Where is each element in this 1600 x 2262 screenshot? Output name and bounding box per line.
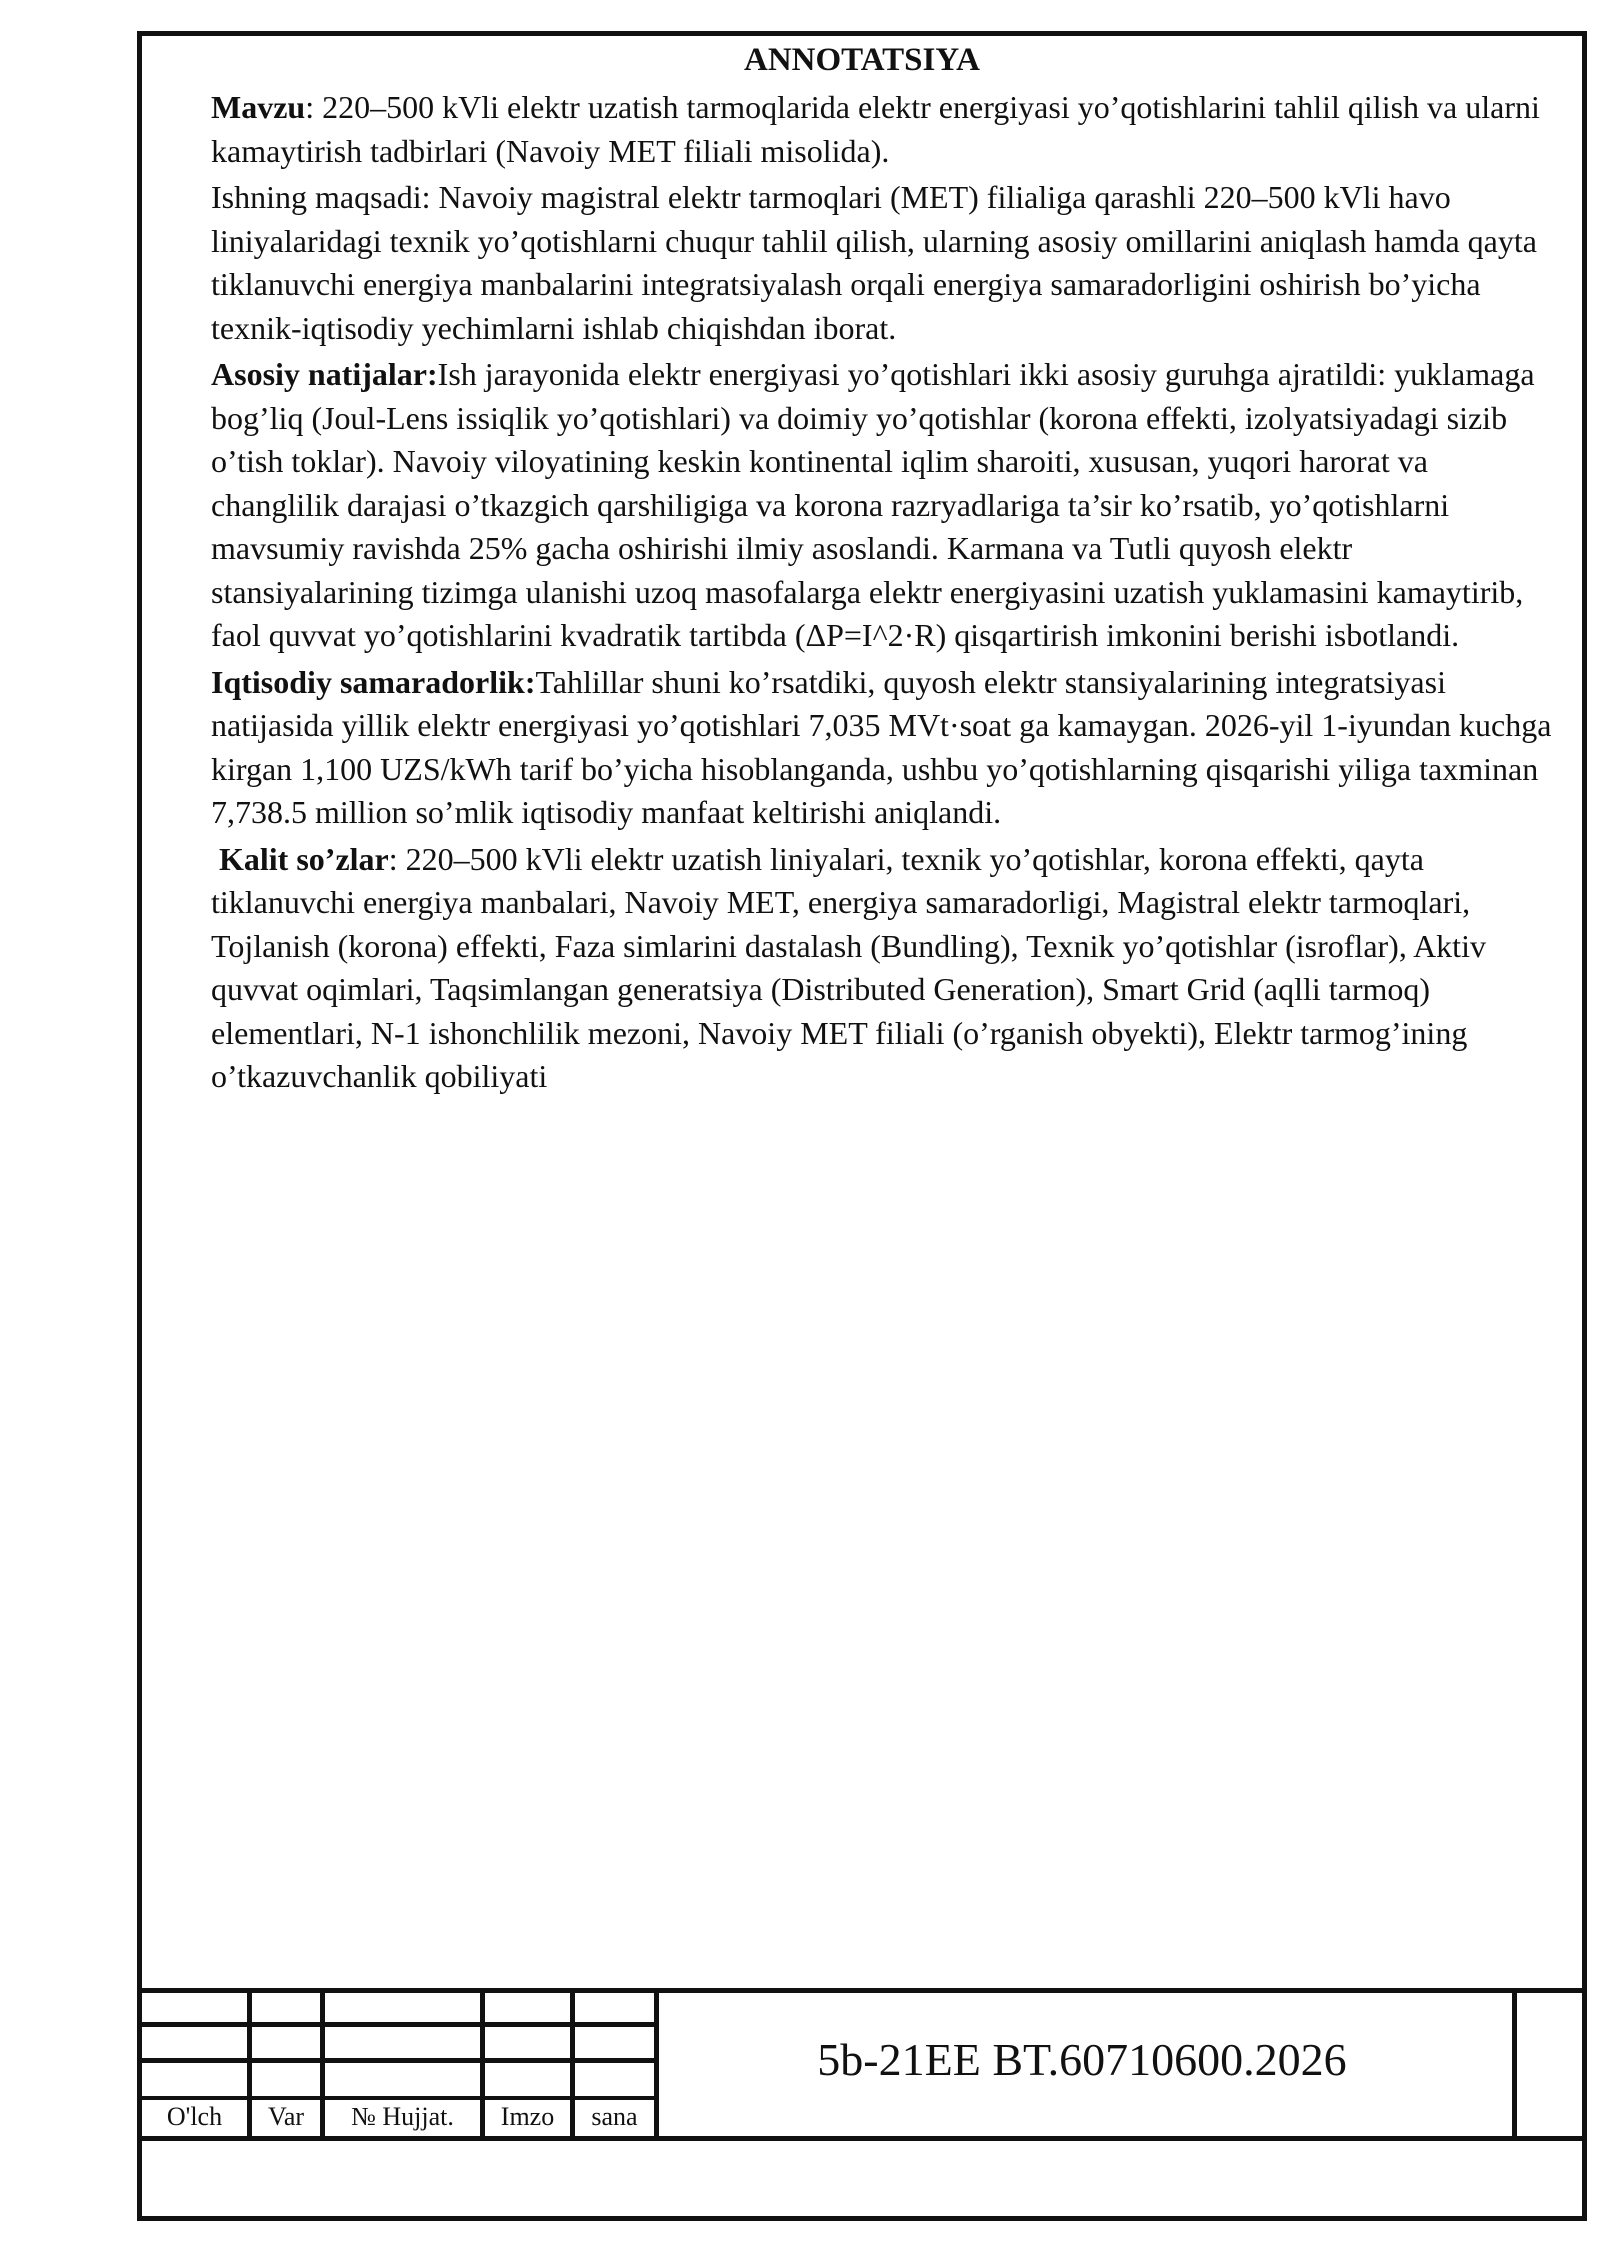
title-block-row-line [137, 2096, 657, 2100]
topic-paragraph [211, 86, 1561, 173]
title-block-row-line [137, 2058, 657, 2063]
keywords-paragraph [211, 838, 1561, 1099]
results-text: Ish jarayonida elektr energiyasi yo’qotishlari ikki asosiy guruhga ajratildi: yuklamaga bog’liq (Joul-Lens issiqlik yo’qotishlari) va doimiy yo’qotishlar (korona effekti, izolyatsiyadagi sizib o’tish toklar). Navoiy viloyatining keskin kontinental iqlim sharoiti, xususan, yuqori harorat va changlilik darajasi o’tkazgich qarshiligiga va korona razryadlariga ta’sir ko’rsatib, yo’qotishlarni mavsumiy ravishda 25% gacha oshirishi ilmiy asoslandi. Karmana va Tutli quyosh elektr stansiyalarining tizimga ulanishi uzoq masofalarga elektr energiyasini uzatish yuklamasini kamaytirib, faol quvvat yo’qotishlarini kvadratik tartibda (ΔP=I^2·R) qisqartirish imkonini berishi isbotlandi. [211, 356, 1535, 653]
document-code: 5b-21EE BT.60710600.2026 [817, 2034, 1347, 2085]
title-block-sheet-col [1512, 1988, 1517, 2141]
efficiency-text: Tahlillar shuni ko’rsatdiki, quyosh elektr stansiyalarining integratsiyasi natijasida yillik elektr energiyasi yo’qotishlari 7,035 MVt·soat ga kamaygan. 2026-yil 1-iyundan kuchga kirgan 1,100 UZS/kWh tarif bo’yicha hisoblanganda, ushbu yo’qotishlarning qisqarishi yiliga taxminan 7,738.5 million so’mlik iqtisodiy manfaat keltirishi aniqlandi. [211, 663, 1552, 830]
stamp-col-imzo: Imzo [500, 2102, 555, 2131]
efficiency-paragraph [211, 661, 1561, 835]
stamp-col-sana: sana [591, 2102, 638, 2131]
efficiency-label: Iqtisodiy samaradorlik: [211, 663, 536, 700]
title-block-bottom-line [137, 2136, 1587, 2141]
results-paragraph [211, 353, 1561, 658]
title-block-sheet-line [1515, 2136, 1587, 2138]
page-title: ANNOTATSIYA [744, 42, 980, 78]
goal-text: Ishning maqsadi: Navoiy magistral elektr tarmoqlari (MET) filialiga qarashli 220–500 kVli havo liniyalaridagi texnik yo’qotishlarni chuqur tahlil qilish, ularning asosiy omillarini aniqlash hamda qayta tiklanuvchi energiya manbalarini integratsiyalash orqali energiya samaradorligini oshirish bo’yicha texnik-iqtisodiy yechimlarni ishlab chiqishdan iborat. [211, 179, 1537, 346]
title-block-col-line [654, 1988, 659, 2141]
stamp-col-olch: O'lch [166, 2102, 223, 2131]
goal-paragraph [211, 176, 1561, 350]
title-block-row-line [137, 2022, 657, 2027]
topic-label: Mavzu [211, 89, 306, 125]
stamp-col-var: Var [267, 2102, 305, 2131]
title-block-top-border [137, 1988, 1587, 1993]
stamp-col-hujjat: № Hujjat. [351, 2102, 454, 2131]
keywords-label: Kalit so’zlar [219, 840, 389, 877]
title-block [137, 1988, 1587, 2148]
title-block-right-border [1582, 1988, 1587, 2141]
keywords-text: : 220–500 kVli elektr uzatish liniyalari, texnik yo’qotishlar, korona effekti, qayta tiklanuvchi energiya manbalari, Navoiy MET, energiya samaradorligi, Magistral elektr tarmoqlari, Tojlanish (korona) effekti, Faza simlarini dastalash (Bundling), Texnik yo’qotishlar (isroflar), Aktiv quvvat oqimlari, Taqsimlangan generatsiya (Distributed Generation), Smart Grid (aqlli tarmoq) elementlari, N-1 ishonchlilik mezoni, Navoiy MET filiali (o’rganish obyekti), Elektr tarmog’ining o’tkazuvchanlik qobiliyati [211, 840, 1486, 1094]
results-label: Asosiy natijalar: [211, 356, 438, 392]
annotation-body [211, 86, 1561, 1102]
topic-text: : 220–500 kVli elektr uzatish tarmoqlarida elektr energiyasi yo’qotishlarini tahlil qilish va ularni kamaytirish tadbirlari (Navoiy MET filiali misolida). [211, 89, 1540, 169]
